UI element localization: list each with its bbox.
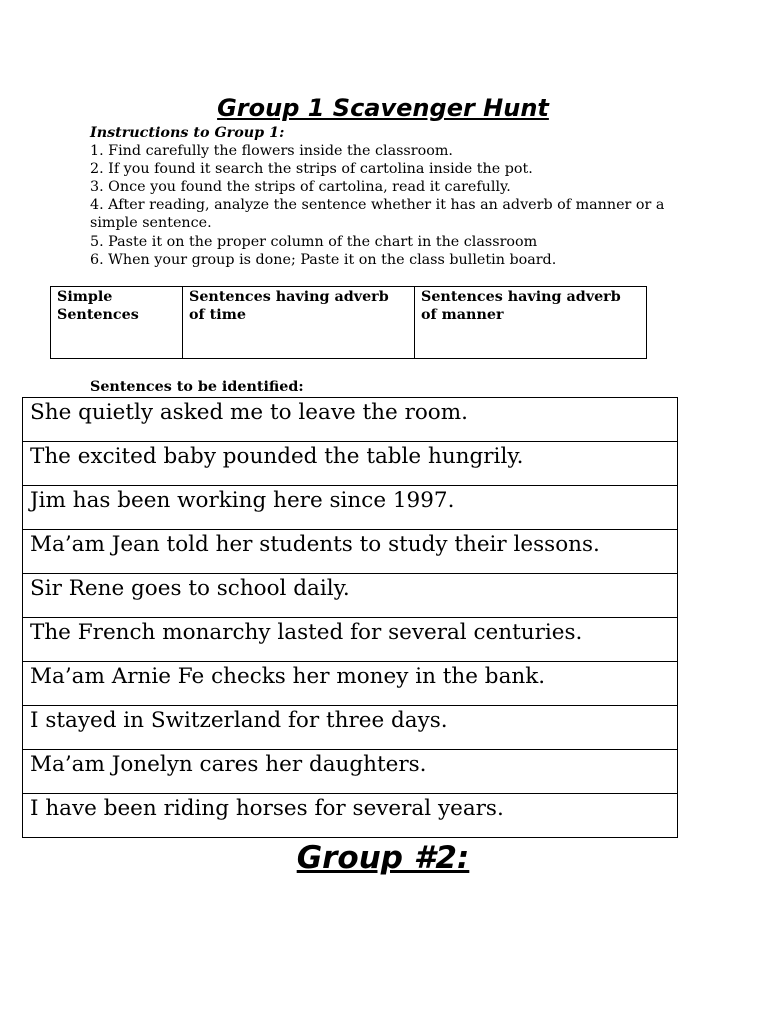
- table-row: [23, 794, 678, 838]
- chart-column-adverb-manner: Sentences having adverb of manner: [415, 287, 647, 359]
- instruction-step-3: 3. Once you found the strips of cartolina, read it carefully.: [90, 179, 511, 196]
- instructions-block: [90, 124, 670, 269]
- sentences-table: [22, 397, 678, 838]
- instruction-step-5: 5. Paste it on the proper column of the chart in the classroom: [90, 233, 538, 250]
- sentence-cell: The French monarchy lasted for several centuries.: [23, 618, 678, 662]
- instruction-step-2: 2. If you found it search the strips of cartolina inside the pot.: [90, 161, 533, 178]
- instructions-heading: Instructions to Group 1:: [90, 125, 285, 141]
- table-row: [23, 662, 678, 706]
- instruction-step-4: 4. After reading, analyze the sentence whether it has an adverb of manner or a simple sentence.: [90, 197, 665, 232]
- sentence-cell: Ma’am Jean told her students to study their lessons.: [23, 530, 678, 574]
- sentence-cell: She quietly asked me to leave the room.: [23, 398, 678, 442]
- sentence-cell: Sir Rene goes to school daily.: [23, 574, 678, 618]
- sentence-cell: Jim has been working here since 1997.: [23, 486, 678, 530]
- sentences-label: Sentences to be identified:: [90, 379, 304, 395]
- table-row: [23, 530, 678, 574]
- table-row: [23, 442, 678, 486]
- page-title: Group 1 Scavenger Hunt: [217, 94, 549, 122]
- classification-chart: [50, 286, 647, 359]
- group-2-heading: Group #2:: [296, 840, 470, 876]
- sentence-cell: Ma’am Arnie Fe checks her money in the bank.: [23, 662, 678, 706]
- instruction-step-1: 1. Find carefully the flowers inside the classroom.: [90, 143, 453, 160]
- instruction-step-6: 6. When your group is done; Paste it on the class bulletin board.: [90, 251, 557, 268]
- sentence-cell: I stayed in Switzerland for three days.: [23, 706, 678, 750]
- sentence-cell: I have been riding horses for several years.: [23, 794, 678, 838]
- table-row: [23, 750, 678, 794]
- table-row: [23, 398, 678, 442]
- table-row: [23, 618, 678, 662]
- chart-column-adverb-time: Sentences having adverb of time: [183, 287, 415, 359]
- chart-column-simple: Simple Sentences: [51, 287, 183, 359]
- sentence-cell: The excited baby pounded the table hungrily.: [23, 442, 678, 486]
- table-row: [23, 574, 678, 618]
- sentence-cell: Ma’am Jonelyn cares her daughters.: [23, 750, 678, 794]
- table-row: [23, 486, 678, 530]
- table-row: [23, 706, 678, 750]
- chart-header-row: [51, 287, 647, 359]
